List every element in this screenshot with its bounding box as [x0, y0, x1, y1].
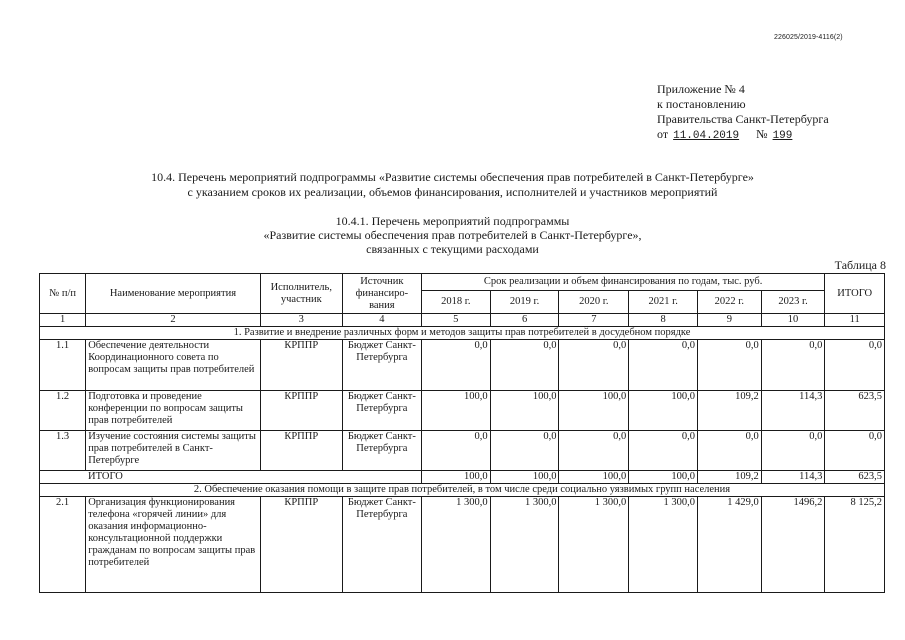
row-source: Бюджет Санкт-Петербурга	[342, 340, 421, 391]
row-value: 109,2	[698, 391, 762, 431]
header-source: Источник финансиро-вания	[342, 274, 421, 314]
row-total: 623,5	[825, 391, 885, 431]
row-executor: КРППР	[260, 497, 342, 593]
date-prefix: от	[657, 127, 669, 141]
row-name: Обеспечение деятельности Координационного совета по вопросам защиты прав потребителей	[86, 340, 261, 391]
header-year: 2021 г.	[629, 291, 698, 314]
row-value: 0,0	[490, 340, 559, 391]
row-name: Организация функционирования телефона «горячей линии» для оказания информационно-консультационной поддержки гражданам по вопросам защиты прав потребителей	[86, 497, 261, 593]
header-row-1	[40, 274, 885, 291]
table-row	[40, 431, 885, 471]
section-title-1: 1. Развитие и внедрение различных форм и методов защиты прав потребителей в досудебном порядке	[40, 327, 885, 340]
row-value: 0,0	[698, 431, 762, 471]
total-value: 109,2	[698, 471, 762, 484]
row-total: 0,0	[825, 340, 885, 391]
col-number: 3	[260, 314, 342, 327]
row-value: 1 300,0	[629, 497, 698, 593]
appendix-line2: к постановлению	[657, 97, 746, 111]
header-period: Срок реализации и объем финансирования по годам, тыс. руб.	[421, 274, 824, 291]
col-number: 5	[421, 314, 490, 327]
row-value: 0,0	[629, 340, 698, 391]
row-num: 1.3	[40, 431, 86, 471]
sub-heading-line3: связанных с текущими расходами	[366, 242, 539, 256]
row-name: Изучение состояния системы защиты прав потребителей в Санкт-Петербурге	[86, 431, 261, 471]
row-source: Бюджет Санкт-Петербурга	[342, 497, 421, 593]
col-number: 7	[559, 314, 629, 327]
sub-heading-line1: 10.4.1. Перечень мероприятий подпрограммы	[335, 214, 570, 228]
number-prefix: №	[756, 127, 768, 141]
row-total: 0,0	[825, 431, 885, 471]
total-value: 114,3	[761, 471, 825, 484]
table-row	[40, 340, 885, 391]
row-name: Подготовка и проведение конференции по вопросам защиты прав потребителей	[86, 391, 261, 431]
row-value: 0,0	[559, 431, 629, 471]
appendix-block	[657, 82, 829, 144]
row-executor: КРППР	[260, 391, 342, 431]
table-row	[40, 391, 885, 431]
header-num: № п/п	[40, 274, 86, 314]
col-number: 6	[490, 314, 559, 327]
row-value: 0,0	[559, 340, 629, 391]
col-number: 9	[698, 314, 762, 327]
col-number: 1	[40, 314, 86, 327]
appendix-line3: Правительства Санкт-Петербурга	[657, 112, 829, 126]
row-value: 1496,2	[761, 497, 825, 593]
measures-table	[39, 273, 885, 593]
total-value: 100,0	[490, 471, 559, 484]
row-executor: КРППР	[260, 340, 342, 391]
col-number: 2	[86, 314, 261, 327]
main-heading-line1: 10.4. Перечень мероприятий подпрограммы «Развитие системы обеспечения прав потребителей в Санкт-Петербурге»	[151, 170, 754, 184]
header-year: 2023 г.	[761, 291, 825, 314]
row-value: 0,0	[421, 340, 490, 391]
main-heading-line2: с указанием сроков их реализации, объемов финансирования, исполнителей и участников мероприятий	[187, 185, 718, 199]
total-value: 100,0	[629, 471, 698, 484]
total-row-1	[40, 471, 885, 484]
row-value: 0,0	[698, 340, 762, 391]
total-value: 100,0	[421, 471, 490, 484]
col-number: 4	[342, 314, 421, 327]
row-value: 114,3	[761, 391, 825, 431]
section-title-2: 2. Обеспечение оказания помощи в защите прав потребителей, в том числе среди социально уязвимых групп населения	[40, 484, 885, 497]
appendix-date: 11.04.2019	[673, 130, 740, 142]
col-number: 10	[761, 314, 825, 327]
table-row	[40, 497, 885, 593]
header-year: 2019 г.	[490, 291, 559, 314]
appendix-number: 199	[772, 130, 793, 142]
row-num: 1.2	[40, 391, 86, 431]
row-value: 100,0	[421, 391, 490, 431]
row-value: 100,0	[629, 391, 698, 431]
row-value: 1 300,0	[421, 497, 490, 593]
row-value: 0,0	[490, 431, 559, 471]
table-caption: Таблица 8	[834, 258, 886, 272]
header-executor: Исполнитель, участник	[260, 274, 342, 314]
appendix-date-line	[657, 127, 829, 144]
row-source: Бюджет Санкт-Петербурга	[342, 391, 421, 431]
total-grand: 623,5	[825, 471, 885, 484]
row-value: 1 300,0	[490, 497, 559, 593]
main-heading	[0, 170, 905, 200]
header-total: ИТОГО	[825, 274, 885, 314]
section-row-2	[40, 484, 885, 497]
row-executor: КРППР	[260, 431, 342, 471]
header-year: 2022 г.	[698, 291, 762, 314]
header-year: 2018 г.	[421, 291, 490, 314]
row-source: Бюджет Санкт-Петербурга	[342, 431, 421, 471]
row-total: 8 125,2	[825, 497, 885, 593]
sub-heading-line2: «Развитие системы обеспечения прав потребителей в Санкт-Петербурге»,	[263, 228, 642, 242]
section-row-1	[40, 327, 885, 340]
row-value: 1 300,0	[559, 497, 629, 593]
row-value: 1 429,0	[698, 497, 762, 593]
total-value: 100,0	[559, 471, 629, 484]
row-value: 0,0	[629, 431, 698, 471]
row-value: 100,0	[559, 391, 629, 431]
appendix-line1: Приложение № 4	[657, 82, 745, 96]
row-value: 0,0	[761, 431, 825, 471]
column-number-row	[40, 314, 885, 327]
col-number: 11	[825, 314, 885, 327]
header-name: Наименование мероприятия	[86, 274, 261, 314]
total-label: ИТОГО	[40, 471, 422, 484]
row-value: 100,0	[490, 391, 559, 431]
row-num: 1.1	[40, 340, 86, 391]
row-value: 0,0	[421, 431, 490, 471]
sub-heading	[0, 214, 905, 256]
col-number: 8	[629, 314, 698, 327]
document-code: 226025/2019-4116(2)	[774, 34, 843, 41]
row-value: 0,0	[761, 340, 825, 391]
row-num: 2.1	[40, 497, 86, 593]
header-year: 2020 г.	[559, 291, 629, 314]
